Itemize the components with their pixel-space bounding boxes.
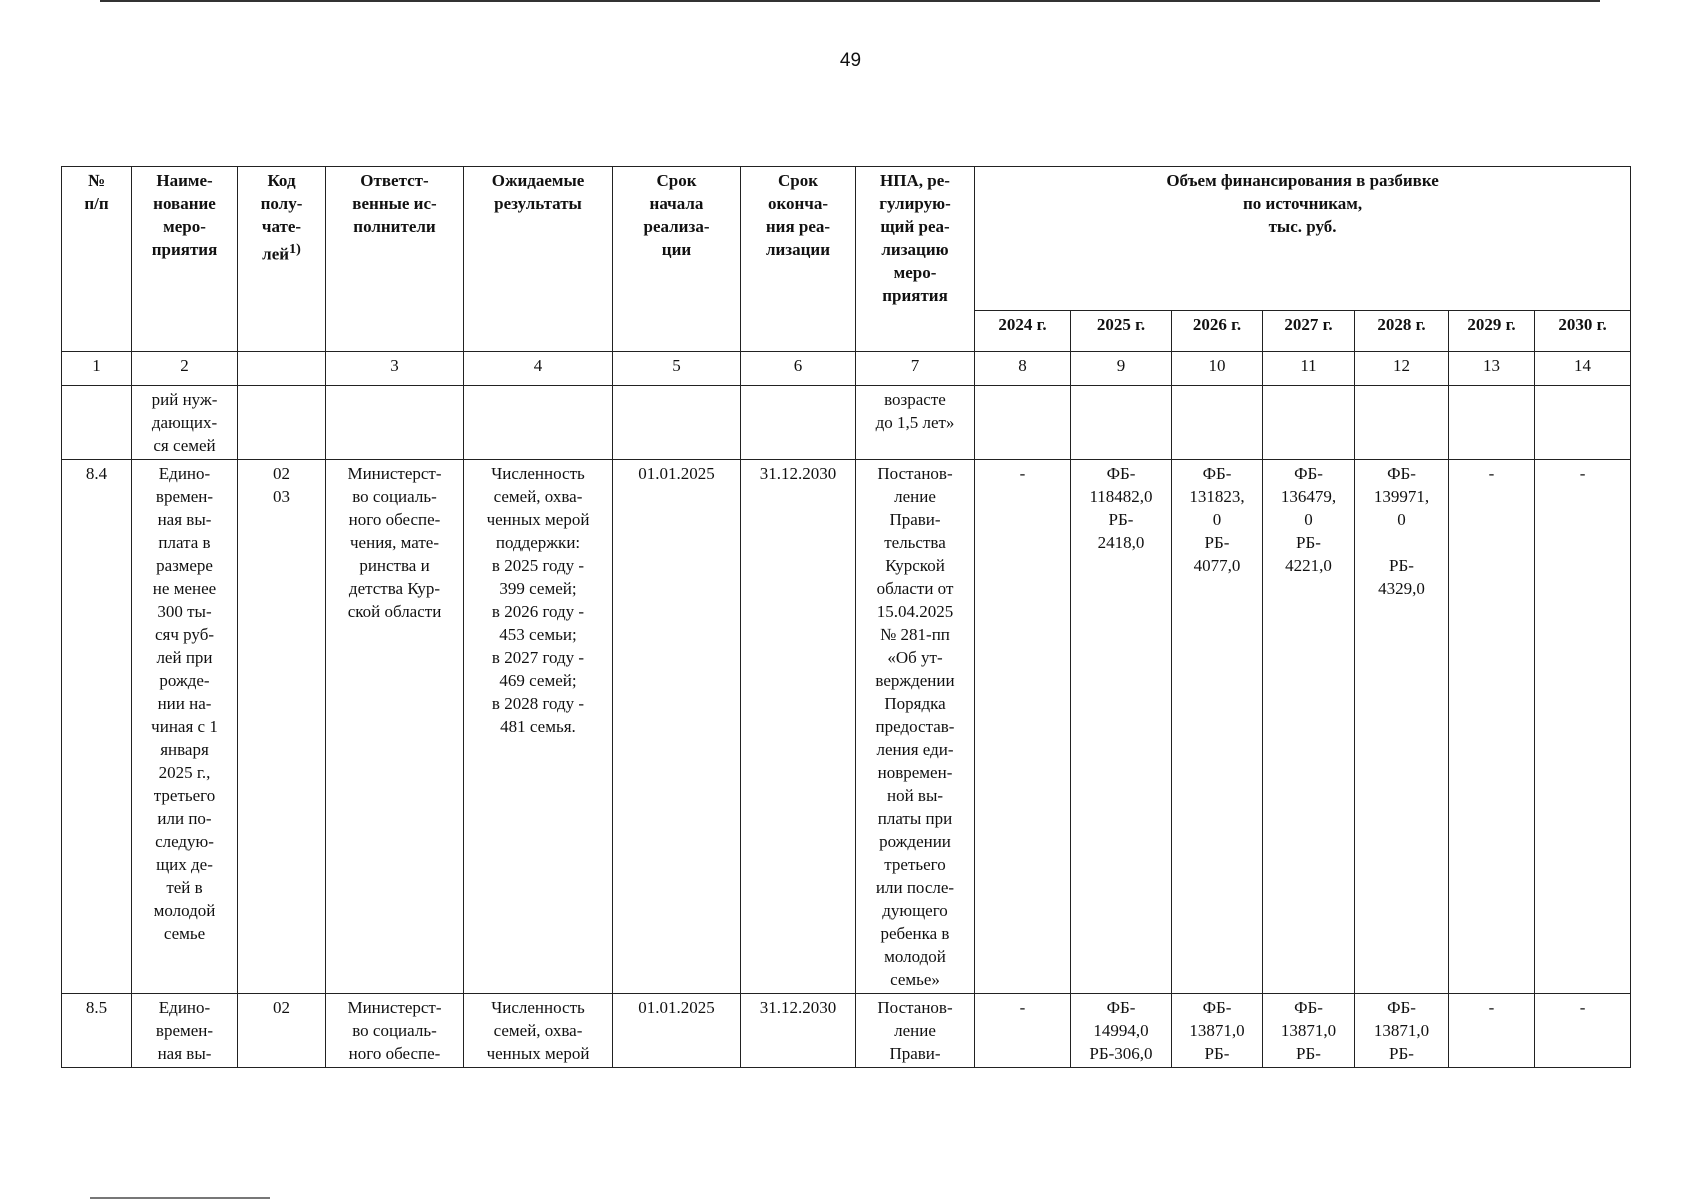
funding-table — [61, 166, 1631, 1068]
cell-2030 — [1535, 386, 1631, 460]
cell-npa: Постанов- ление Прави- тельства Курской области от 15.04.2025 № 281-пп «Об ут- верждении Порядка предостав- ления еди- новремен- ной вы- платы при рождении третьего или после- дующего ребенка в молодой семье» — [856, 460, 975, 994]
cell-number: 8.4 — [62, 460, 132, 994]
column-number: 4 — [464, 352, 613, 386]
header-start-date: Срок начала реализа- ции — [613, 167, 741, 352]
cell-2026 — [1172, 386, 1263, 460]
column-number: 3 — [326, 352, 464, 386]
year-2027: 2027 г. — [1263, 311, 1355, 352]
header-activity-name: Наиме- нование меро- приятия — [132, 167, 238, 352]
table-row — [62, 994, 1631, 1068]
cell-2027: ФБ- 136479, 0 РБ- 4221,0 — [1263, 460, 1355, 994]
cell-start-date: 01.01.2025 — [613, 460, 741, 994]
page-number: 49 — [839, 50, 862, 71]
year-2026: 2026 г. — [1172, 311, 1263, 352]
cell-executors — [326, 386, 464, 460]
cell-2028: ФБ- 139971, 0 РБ- 4329,0 — [1355, 460, 1449, 994]
column-number: 14 — [1535, 352, 1631, 386]
cell-2029: - — [1449, 460, 1535, 994]
cell-activity-name: Едино- времен- ная вы- плата в размере не менее 300 ты- сяч руб- лей при рожде- нии на- чиная с 1 января 2025 г., третьего или по- следую- щих де- тей в молодой семье — [132, 460, 238, 994]
top-scan-rule — [100, 0, 1600, 2]
column-number-row — [62, 352, 1631, 386]
cell-2028 — [1355, 386, 1449, 460]
table-row — [62, 460, 1631, 994]
cell-start-date — [613, 386, 741, 460]
cell-2028: ФБ- 13871,0 РБ- — [1355, 994, 1449, 1068]
header-end-date: Срок оконча- ния реа- лизации — [741, 167, 856, 352]
column-number: 1 — [62, 352, 132, 386]
cell-executors: Министерст- во социаль- ного обеспе- чения, мате- ринства и детства Кур- ской области — [326, 460, 464, 994]
cell-results: Численность семей, охва- ченных мерой поддержки: в 2025 году - 399 семей; в 2026 году - 453 семьи; в 2027 году - 469 семей; в 2028 году - 481 семья. — [464, 460, 613, 994]
column-number: 2 — [132, 352, 238, 386]
cell-end-date — [741, 386, 856, 460]
cell-2029 — [1449, 386, 1535, 460]
year-2030: 2030 г. — [1535, 311, 1631, 352]
cell-2024 — [975, 386, 1071, 460]
column-number: 10 — [1172, 352, 1263, 386]
cell-recipient-code — [238, 386, 326, 460]
header-recipient-code-text: Код полу- чате- лей — [260, 171, 303, 264]
year-2028: 2028 г. — [1355, 311, 1449, 352]
cell-2030: - — [1535, 994, 1631, 1068]
column-number: 6 — [741, 352, 856, 386]
column-number: 5 — [613, 352, 741, 386]
header-recipient-code — [238, 167, 326, 352]
cell-number: 8.5 — [62, 994, 132, 1068]
cell-activity-name: рий нуж- дающих- ся семей — [132, 386, 238, 460]
cell-2026: ФБ- 131823, 0 РБ- 4077,0 — [1172, 460, 1263, 994]
header-number: № п/п — [62, 167, 132, 352]
cell-end-date: 31.12.2030 — [741, 994, 856, 1068]
year-2029: 2029 г. — [1449, 311, 1535, 352]
cell-2025 — [1071, 386, 1172, 460]
cell-executors: Министерст- во социаль- ного обеспе- — [326, 994, 464, 1068]
column-number: 11 — [1263, 352, 1355, 386]
column-number: 12 — [1355, 352, 1449, 386]
cell-npa: возрасте до 1,5 лет» — [856, 386, 975, 460]
column-number: 7 — [856, 352, 975, 386]
cell-results — [464, 386, 613, 460]
column-number: 8 — [975, 352, 1071, 386]
cell-2025: ФБ- 118482,0 РБ- 2418,0 — [1071, 460, 1172, 994]
cell-results: Численность семей, охва- ченных мерой — [464, 994, 613, 1068]
header-npa: НПА, ре- гулирую- щий реа- лизацию меро- приятия — [856, 167, 975, 352]
bottom-scan-rule — [90, 1197, 270, 1199]
table-row — [62, 386, 1631, 460]
cell-start-date: 01.01.2025 — [613, 994, 741, 1068]
cell-2030: - — [1535, 460, 1631, 994]
header-recipient-code-footnote: 1) — [289, 241, 301, 257]
cell-2024: - — [975, 460, 1071, 994]
header-results: Ожидаемые результаты — [464, 167, 613, 352]
cell-2027 — [1263, 386, 1355, 460]
cell-recipient-code: 02 03 — [238, 460, 326, 994]
cell-2026: ФБ- 13871,0 РБ- — [1172, 994, 1263, 1068]
header-funding: Объем финансирования в разбивке по источникам, тыс. руб. — [975, 167, 1631, 311]
cell-2027: ФБ- 13871,0 РБ- — [1263, 994, 1355, 1068]
year-2025: 2025 г. — [1071, 311, 1172, 352]
cell-2029: - — [1449, 994, 1535, 1068]
column-number: 9 — [1071, 352, 1172, 386]
year-2024: 2024 г. — [975, 311, 1071, 352]
cell-npa: Постанов- ление Прави- — [856, 994, 975, 1068]
cell-number — [62, 386, 132, 460]
cell-recipient-code: 02 — [238, 994, 326, 1068]
cell-end-date: 31.12.2030 — [741, 460, 856, 994]
column-number — [238, 352, 326, 386]
header-row — [62, 167, 1631, 311]
cell-2025: ФБ- 14994,0 РБ-306,0 — [1071, 994, 1172, 1068]
cell-activity-name: Едино- времен- ная вы- — [132, 994, 238, 1068]
cell-2024: - — [975, 994, 1071, 1068]
column-number: 13 — [1449, 352, 1535, 386]
header-executors: Ответст- венные ис- полнители — [326, 167, 464, 352]
